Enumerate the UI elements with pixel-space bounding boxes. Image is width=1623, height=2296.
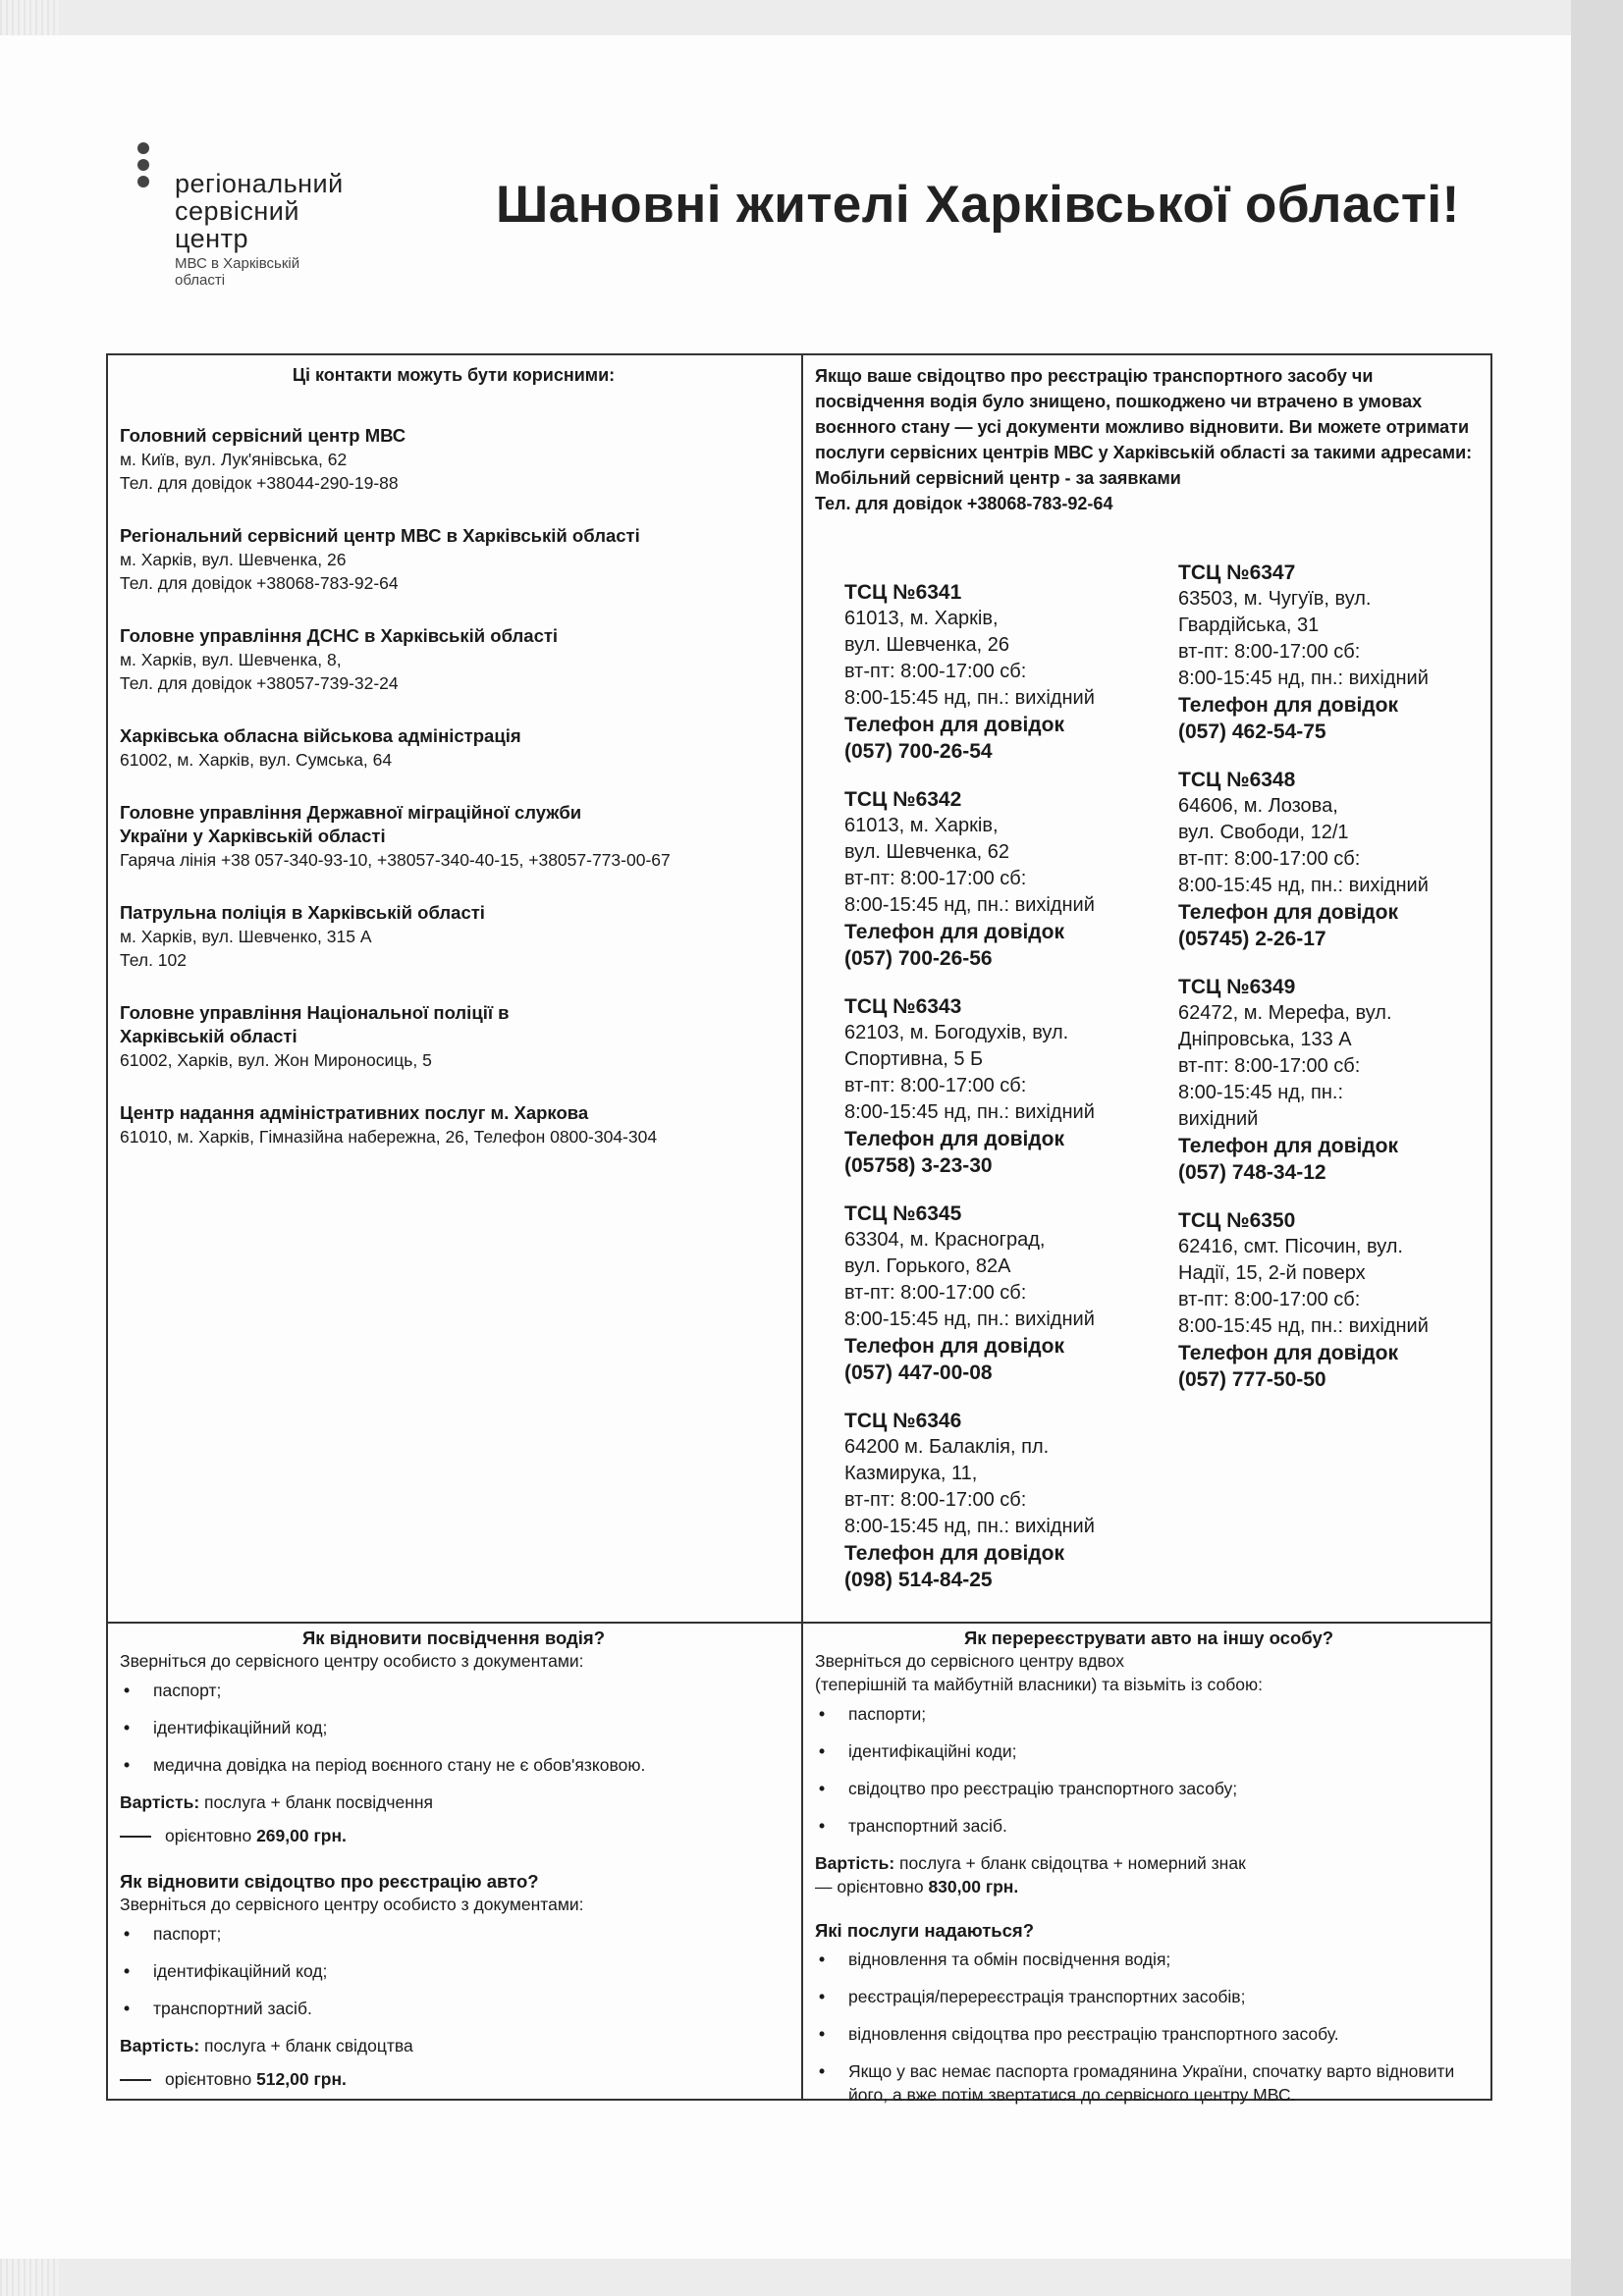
contact-item (120, 1001, 787, 1072)
tsc-hours: вт-пт: 8:00-17:00 сб: (1178, 641, 1361, 663)
license-list (120, 1679, 787, 1777)
tsc-hours: вт-пт: 8:00-17:00 сб: (844, 868, 1027, 889)
list-item: • реєстрація/перереєстрація транспортних засобів; (815, 1985, 1483, 2008)
license-cost: Вартість: послуга + бланк посвідчення (120, 1792, 433, 1812)
table-divider-horizontal (108, 1622, 1490, 1624)
tsc-hours: вт-пт: 8:00-17:00 сб: (1178, 1055, 1361, 1077)
tsc-phone: (098) 514-84-25 (844, 1569, 993, 1591)
contact-name: Регіональний сервісний центр МВС в Харківській області (120, 525, 640, 546)
tsc-item (844, 786, 1168, 972)
tsc-address: 61013, м. Харків, (844, 815, 999, 836)
contact-name: Патрульна поліція в Харківській області (120, 902, 485, 923)
tsc-address: Гвардійська, 31 (1178, 614, 1320, 636)
tsc-address: Спортивна, 5 Б (844, 1048, 984, 1070)
tsc-hours: вт-пт: 8:00-17:00 сб: (844, 1282, 1027, 1304)
tsc-phone-label: Телефон для довідок (1178, 1135, 1398, 1157)
contacts-title: Ці контакти можуть бути корисними: (292, 365, 616, 385)
reregister-list (815, 1702, 1483, 1838)
tsc-address: 62472, м. Мерефа, вул. (1178, 1002, 1392, 1024)
contact-line: м. Харків, вул. Шевченко, 315 А (120, 927, 372, 946)
contact-line: м. Київ, вул. Лук'янівська, 62 (120, 450, 348, 469)
tsc-address: 61013, м. Харків, (844, 608, 999, 629)
tsc-number: ТСЦ №6345 (844, 1202, 962, 1225)
tsc-address: вул. Свободи, 12/1 (1178, 822, 1349, 843)
reregister-lead-2: (теперішній та майбутній власники) та візьміть із собою: (815, 1675, 1263, 1694)
tsc-number: ТСЦ №6341 (844, 581, 962, 604)
tsc-address: вул. Шевченка, 26 (844, 634, 1009, 656)
contacts-cell (120, 363, 787, 1178)
contact-item (120, 801, 787, 872)
contact-name: Центр надання адміністративних послуг м. Харкова (120, 1102, 589, 1123)
reg-cert-list (120, 1922, 787, 2020)
contact-item (120, 524, 787, 595)
tsc-hours: вт-пт: 8:00-17:00 сб: (844, 1075, 1027, 1096)
page-title: Шановні жителі Харківської області! (496, 176, 1460, 234)
tsc-column-left (844, 579, 1168, 1615)
reregister-cost: Вартість: послуга + бланк свідоцтва + номерний знак (815, 1853, 1246, 1873)
reg-cert-cost: Вартість: послуга + бланк свідоцтва (120, 2036, 413, 2056)
license-cell (120, 1628, 787, 2091)
table-divider-vertical (801, 355, 803, 2099)
tsc-phone: (057) 700-26-56 (844, 947, 993, 970)
tsc-hours: 8:00-15:45 нд, пн.: вихідний (844, 894, 1095, 916)
tsc-address: Казмирука, 11, (844, 1463, 978, 1484)
scan-shadow (1571, 0, 1623, 2296)
contact-name: Головне управління Державної міграційної служби (120, 802, 582, 823)
reregister-title: Як перереєструвати авто на іншу особу? (963, 1628, 1334, 1648)
tsc-address: 63304, м. Красноград, (844, 1229, 1046, 1251)
tsc-address: 64606, м. Лозова, (1178, 795, 1338, 817)
contact-name: України у Харківській області (120, 826, 386, 846)
tsc-number: ТСЦ №6348 (1178, 769, 1296, 791)
tsc-address: 62103, м. Богодухів, вул. (844, 1022, 1069, 1043)
list-item: • транспортний засіб. (815, 1814, 1483, 1838)
list-item: • ідентифікаційний код; (120, 1716, 787, 1739)
tsc-item (1178, 974, 1502, 1186)
tsc-item (844, 579, 1168, 765)
tsc-hours: 8:00-15:45 нд, пн.: вихідний (1178, 875, 1429, 896)
contact-line: Тел. 102 (120, 950, 187, 970)
contact-line: Тел. для довідок +38068-783-92-64 (120, 573, 399, 593)
tsc-hours: 8:00-15:45 нд, пн.: вихідний (844, 1516, 1095, 1537)
services-list (815, 1948, 1483, 2107)
tsc-address: вул. Горького, 82А (844, 1255, 1011, 1277)
contact-item (120, 624, 787, 695)
contact-name: Харківська обласна військова адміністрація (120, 725, 521, 746)
mobile-center: Мобільний сервісний центр - за заявками (815, 468, 1181, 488)
tsc-phone: (057) 447-00-08 (844, 1362, 993, 1384)
tsc-number: ТСЦ №6343 (844, 995, 962, 1018)
contact-item (120, 1101, 787, 1148)
tsc-address: Надії, 15, 2-й поверх (1178, 1262, 1366, 1284)
reg-cert-price: орієнтовно 512,00 грн. (120, 2067, 787, 2091)
tsc-hours: 8:00-15:45 нд, пн.: (1178, 1082, 1344, 1103)
tsc-phone-label: Телефон для довідок (844, 714, 1064, 736)
list-item: • паспорти; (815, 1702, 1483, 1726)
tsc-number: ТСЦ №6350 (1178, 1209, 1296, 1232)
tsc-item (1178, 560, 1502, 745)
tsc-hours: вт-пт: 8:00-17:00 сб: (844, 661, 1027, 682)
contact-name: Головне управління Національної поліції в (120, 1002, 510, 1023)
list-item: • ідентифікаційний код; (120, 1959, 787, 1983)
contact-line: 61010, м. Харків, Гімназійна набережна, 26, Телефон 0800-304-304 (120, 1127, 658, 1147)
contact-line: м. Харків, вул. Шевченка, 8, (120, 650, 342, 669)
license-price: орієнтовно 269,00 грн. (120, 1824, 787, 1847)
contact-line: 61002, Харків, вул. Жон Мироносиць, 5 (120, 1050, 432, 1070)
tsc-hours: 8:00-15:45 нд, пн.: вихідний (844, 1101, 1095, 1123)
tsc-hours: вихідний (1178, 1108, 1259, 1130)
tsc-phone-label: Телефон для довідок (1178, 1342, 1398, 1364)
logo-dots-icon (137, 142, 149, 192)
tsc-phone: (05745) 2-26-17 (1178, 928, 1326, 950)
list-item: • паспорт; (120, 1922, 787, 1946)
tsc-address: вул. Шевченка, 62 (844, 841, 1009, 863)
reg-cert-lead: Зверніться до сервісного центру особисто з документами: (120, 1895, 584, 1914)
tsc-phone-label: Телефон для довідок (1178, 694, 1398, 717)
list-item: • паспорт; (120, 1679, 787, 1702)
contact-line: Тел. для довідок +38044-290-19-88 (120, 473, 399, 493)
reg-cert-title: Як відновити свідоцтво про реєстрацію авто? (120, 1871, 539, 1892)
list-item: • медична довідка на період воєнного стану не є обов'язковою. (120, 1753, 787, 1777)
contact-item (120, 724, 787, 772)
contacts-list (120, 424, 787, 1148)
tsc-column-right (1178, 560, 1502, 1415)
tsc-number: ТСЦ №6349 (1178, 976, 1296, 998)
reregister-cell (815, 1628, 1483, 2120)
logo-subtitle: МВС в Харківській області (175, 255, 300, 289)
tsc-item (844, 1408, 1168, 1593)
tsc-address: 62416, смт. Пісочин, вул. (1178, 1236, 1403, 1257)
contact-line: м. Харків, вул. Шевченка, 26 (120, 550, 347, 569)
tsc-hours: 8:00-15:45 нд, пн.: вихідний (844, 1308, 1095, 1330)
service-centers-cell (815, 363, 1483, 1591)
tsc-number: ТСЦ №6347 (1178, 561, 1296, 584)
contact-item (120, 424, 787, 495)
tsc-phone-label: Телефон для довідок (844, 1542, 1064, 1565)
tsc-item (844, 1201, 1168, 1386)
tsc-item (844, 993, 1168, 1179)
info-table (106, 353, 1492, 2105)
tsc-hours: вт-пт: 8:00-17:00 сб: (1178, 1289, 1361, 1310)
tsc-phone: (057) 777-50-50 (1178, 1368, 1326, 1391)
tsc-hours: 8:00-15:45 нд, пн.: вихідний (1178, 667, 1429, 689)
restore-intro: Якщо ваше свідоцтво про реєстрацію транспортного засобу чи посвідчення водія було знищено, пошкоджено чи втрачено в умовах воєнного стану — усі документи можливо відновити. Ви можете отримати послуги сервісних центрів МВС у Харківській області за такими адресами: (815, 366, 1473, 462)
reregister-price: — орієнтовно 830,00 грн. (815, 1877, 1019, 1896)
contact-line: Тел. для довідок +38057-739-32-24 (120, 673, 399, 693)
contact-name: Головний сервісний центр МВС (120, 425, 406, 446)
tsc-item (1178, 767, 1502, 952)
tsc-phone: (057) 462-54-75 (1178, 721, 1326, 743)
tsc-hours: вт-пт: 8:00-17:00 сб: (1178, 848, 1361, 870)
tsc-item (1178, 1207, 1502, 1393)
contact-line: 61002, м. Харків, вул. Сумська, 64 (120, 750, 393, 770)
list-item: • відновлення свідоцтва про реєстрацію транспортного засобу. (815, 2022, 1483, 2046)
list-item: • відновлення та обмін посвідчення водія; (815, 1948, 1483, 1971)
tsc-phone-label: Телефон для довідок (844, 921, 1064, 943)
mobile-center-phone: Тел. для довідок +38068-783-92-64 (815, 494, 1113, 513)
tsc-phone-label: Телефон для довідок (844, 1335, 1064, 1358)
contact-item (120, 901, 787, 972)
tsc-address: 63503, м. Чугуїв, вул. (1178, 588, 1372, 610)
tsc-hours: вт-пт: 8:00-17:00 сб: (844, 1489, 1027, 1511)
list-item: • транспортний засіб. (120, 1997, 787, 2020)
contact-name: Харківській області (120, 1026, 298, 1046)
tsc-address: Дніпровська, 133 А (1178, 1029, 1352, 1050)
tsc-address: 64200 м. Балаклія, пл. (844, 1436, 1050, 1458)
list-item: • ідентифікаційні коди; (815, 1739, 1483, 1763)
tsc-number: ТСЦ №6342 (844, 788, 962, 811)
contact-name: Головне управління ДСНС в Харківській області (120, 625, 559, 646)
contact-line: Гаряча лінія +38 057-340-93-10, +38057-340-40-15, +38057-773-00-67 (120, 850, 671, 870)
license-title: Як відновити посвідчення водія? (302, 1628, 605, 1648)
list-item: • Якщо у вас немає паспорта громадянина України, спочатку варто відновити його, а вже потім звертатися до сервісного центру МВС. (815, 2059, 1483, 2107)
tsc-phone: (05758) 3-23-30 (844, 1154, 993, 1177)
tsc-number: ТСЦ №6346 (844, 1410, 962, 1432)
reregister-lead-1: Зверніться до сервісного центру вдвох (815, 1651, 1124, 1671)
logo-text: регіональний сервісний центр (175, 169, 344, 253)
list-item: • свідоцтво про реєстрацію транспортного засобу; (815, 1777, 1483, 1800)
license-lead: Зверніться до сервісного центру особисто з документами: (120, 1651, 584, 1671)
tsc-hours: 8:00-15:45 нд, пн.: вихідний (1178, 1315, 1429, 1337)
tsc-phone: (057) 748-34-12 (1178, 1161, 1326, 1184)
tsc-phone: (057) 700-26-54 (844, 740, 993, 763)
tsc-phone-label: Телефон для довідок (1178, 901, 1398, 924)
services-title: Які послуги надаються? (815, 1920, 1035, 1941)
tsc-hours: 8:00-15:45 нд, пн.: вихідний (844, 687, 1095, 709)
tsc-phone-label: Телефон для довідок (844, 1128, 1064, 1150)
